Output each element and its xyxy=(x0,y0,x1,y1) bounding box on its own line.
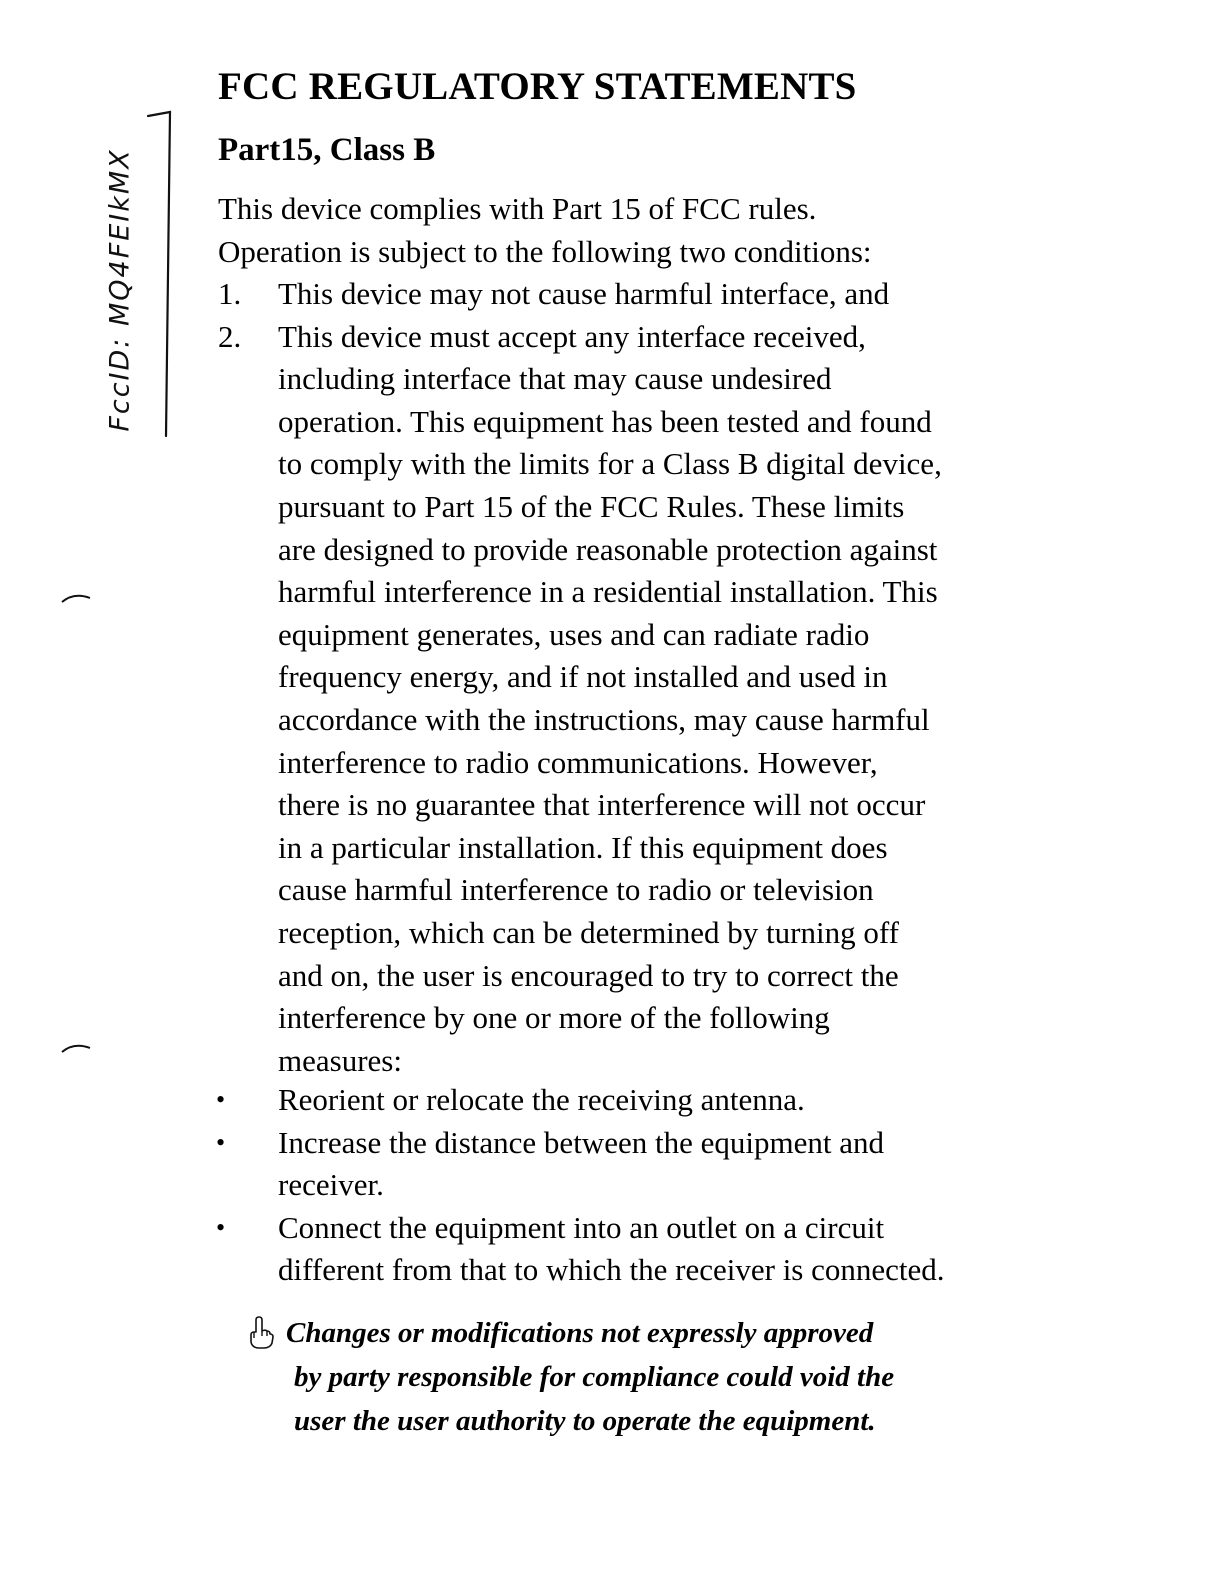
item-line: there is no guarantee that interference will not occur xyxy=(278,787,926,823)
item-line: Connect the equipment into an outlet on a circuit xyxy=(278,1209,885,1245)
item-line: operation. This equipment has been tested and found xyxy=(278,403,932,439)
item-line: harmful interference in a residential installation. This xyxy=(278,574,938,610)
item-line: This device may not cause harmful interface, and xyxy=(278,276,890,311)
margin-mark xyxy=(60,1040,100,1056)
item-line: different from that to which the receiver is connected. xyxy=(278,1252,945,1288)
item-line: frequency energy, and if not installed and used in xyxy=(278,659,888,695)
numbered-list xyxy=(218,273,978,1082)
item-line: Increase the distance between the equipment and xyxy=(278,1124,884,1160)
intro-line: Operation is subject to the following two conditions: xyxy=(218,233,872,269)
item-line: pursuant to Part 15 of the FCC Rules. These limits xyxy=(278,488,905,524)
list-number: 2. xyxy=(218,318,242,354)
item-line: equipment generates, uses and can radiate radio xyxy=(278,616,870,652)
bullet-item xyxy=(212,1079,982,1122)
item-line: reception, which can be determined by turning off xyxy=(278,914,899,950)
item-line: measures: xyxy=(278,1042,402,1078)
note-line: Changes or modifications not expressly approved xyxy=(286,1317,874,1349)
item-line: receiver. xyxy=(278,1167,384,1203)
item-line: to comply with the limits for a Class B digital device, xyxy=(278,446,942,482)
item-line: interference by one or more of the following xyxy=(278,1000,830,1036)
intro-paragraph xyxy=(218,188,872,273)
bullet-marker: • xyxy=(216,1127,226,1157)
bullet-list xyxy=(212,1079,982,1292)
compliance-note xyxy=(248,1311,968,1443)
item-line: and on, the user is encouraged to try to correct the xyxy=(278,957,899,993)
pointing-hand-icon xyxy=(248,1315,274,1349)
bullet-marker: • xyxy=(216,1212,226,1242)
item-line: including interface that may cause undesired xyxy=(278,361,832,397)
item-line: in a particular installation. If this equipment does xyxy=(278,829,888,865)
fcc-id-handwritten: FccID: MQ4FEIkMX xyxy=(104,148,136,432)
intro-line: This device complies with Part 15 of FCC rules. xyxy=(218,191,817,226)
bullet-item xyxy=(212,1207,982,1292)
page-title: FCC REGULATORY STATEMENTS xyxy=(218,65,857,108)
bullet-item xyxy=(212,1122,982,1207)
bullet-marker: • xyxy=(216,1085,226,1114)
item-line: accordance with the instructions, may cause harmful xyxy=(278,701,930,737)
list-number: 1. xyxy=(218,276,242,311)
note-line: user the user authority to operate the equipment. xyxy=(294,1405,876,1437)
item-line: This device must accept any interface received, xyxy=(278,318,866,354)
note-line: by party responsible for compliance could void the xyxy=(294,1361,895,1393)
item-line: interference to radio communications. However, xyxy=(278,744,878,780)
margin-mark xyxy=(60,590,100,606)
section-subtitle: Part15, Class B xyxy=(218,132,436,168)
item-line: Reorient or relocate the receiving antenna. xyxy=(278,1082,805,1117)
numbered-item xyxy=(218,273,978,316)
item-line: cause harmful interference to radio or television xyxy=(278,872,874,908)
numbered-item xyxy=(218,316,978,1083)
item-line: are designed to provide reasonable protection against xyxy=(278,531,938,567)
